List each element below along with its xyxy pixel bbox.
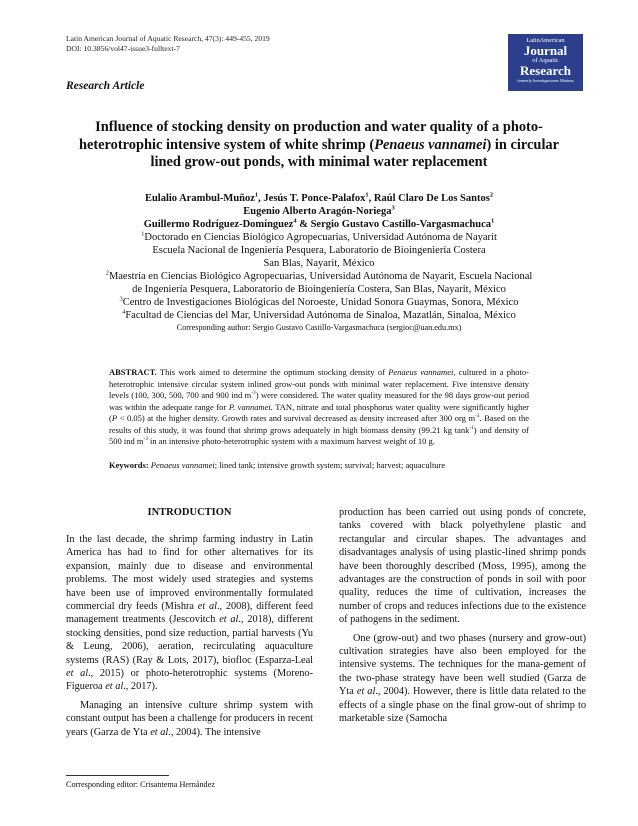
author-sup: 1 bbox=[254, 191, 259, 199]
et-al: et al bbox=[219, 614, 239, 626]
journal-citation: Latin American Journal of Aquatic Research, 47(3): 449-455, 2019 bbox=[66, 34, 270, 43]
keywords bbox=[109, 460, 529, 471]
species-name: Penaeus vannamei bbox=[374, 136, 487, 153]
keywords-text: ; lined tank; intensive growth system; survival; harvest; aquaculture bbox=[214, 460, 446, 470]
paragraph bbox=[66, 699, 313, 739]
et-al: et al bbox=[66, 668, 89, 680]
paragraph-text: ., 2008), different feed management treatments (Jescovitch bbox=[66, 601, 314, 626]
author-list bbox=[60, 193, 578, 231]
et-al: et al bbox=[356, 686, 376, 698]
title-line-1: Influence of stocking density on production and water quality of a photo- bbox=[95, 119, 543, 135]
keywords-label: Keywords: bbox=[109, 460, 149, 470]
logo-text-5: formerly Investigaciones Marinas bbox=[517, 78, 574, 83]
abstract-text: . Based on the results of this study, it was found that shrimp grows adequately in high biomass density (99.21 kg tank bbox=[109, 413, 529, 435]
abstract bbox=[109, 367, 529, 448]
title-text: ) in circular bbox=[486, 136, 560, 153]
paragraph-text: Managing an intensive culture shrimp system with constant output has been a challenge for producers in recent years (Garza de Yta bbox=[66, 699, 313, 738]
title-line-2 bbox=[60, 137, 578, 155]
author: Guillermo Rodríguez-Domínguez bbox=[143, 218, 294, 230]
logo-text-1: LatinAmerican bbox=[526, 37, 565, 44]
affiliation-line: Facultad de Ciencias del Mar, Universidad Autónoma de Sinaloa, Mazatlán, Sinaloa, México bbox=[125, 310, 516, 321]
abstract-text: ) and density of 500 ind m bbox=[109, 424, 529, 446]
affil-sup: 4 bbox=[122, 308, 126, 316]
logo-text-3: of Aquatic bbox=[532, 57, 559, 64]
paper-title bbox=[60, 119, 578, 172]
footnote: Corresponding editor: Crisantema Hernández bbox=[66, 780, 215, 789]
affiliation-line: Doctorado en Ciencias Biológico Agropecuarias, Universidad Autónoma de Nayarit bbox=[144, 232, 497, 243]
author: , Jesús T. Ponce-Palafox bbox=[258, 193, 366, 204]
author-sup: 1 bbox=[491, 217, 495, 225]
et-al: et al bbox=[150, 726, 169, 738]
journal-logo bbox=[508, 34, 583, 91]
affiliation-line: Centro de Investigaciones Biológicas del Noroeste, Unidad Sonora Guaymas, Sonora, México bbox=[122, 297, 519, 308]
et-al: et al bbox=[105, 681, 124, 693]
superscript: -3 bbox=[475, 413, 480, 420]
superscript: -1 bbox=[469, 424, 474, 431]
affiliation-line: San Blas, Nayarit, México bbox=[263, 258, 375, 269]
paragraph-text: ., 2004). The intensive bbox=[168, 726, 261, 738]
article-type: Research Article bbox=[66, 80, 145, 92]
abstract-text: in an intensive photo-heterotrophic system with a maximum harvest weight of 10 g. bbox=[147, 436, 435, 446]
author: , Raúl Claro De Los Santos bbox=[368, 193, 490, 204]
paragraph-text: ., 2004). However, there is little data related to the effects of a single phase on the final grow-out of shrimp to marketable size (Samocha bbox=[339, 686, 586, 725]
affil-sup: 3 bbox=[119, 295, 123, 303]
paragraph-text: One (grow-out) and two phases (nursery and grow-out) cultivation strategies have also been employed for the intensive systems. The techniques for the mana-gement of the two-phase strategy have been well studied (Garza de Yta bbox=[339, 632, 586, 698]
abstract-label: ABSTRACT. bbox=[109, 367, 157, 377]
logo-text-2: Journal bbox=[523, 43, 568, 58]
author-sup: 2 bbox=[489, 191, 494, 199]
species-name: P. vannamei. bbox=[228, 401, 273, 412]
logo-text-4: Research bbox=[519, 63, 572, 78]
abstract-text: This work aimed to determine the optimum stocking density of bbox=[156, 367, 389, 377]
affiliations bbox=[60, 231, 578, 333]
footnote-divider bbox=[66, 775, 169, 776]
author: Eugenio Alberto Aragón-Noriega bbox=[243, 205, 392, 217]
superscript: -3 bbox=[143, 436, 148, 443]
left-column bbox=[66, 533, 313, 739]
paragraph-text: In the last decade, the shrimp farming industry in Latin America has had to find for other alternatives for its expansion, mainly due to disease and environmental problems. The most widely used strategies and systems have been use of improved environmentally formulated commercial dry feeds (Mishra bbox=[66, 534, 313, 613]
paragraph-text: ., 2017). bbox=[123, 681, 158, 693]
author-sup: 4 bbox=[293, 217, 297, 225]
author: & Sergio Gustavo Castillo-Vargasmachuca bbox=[296, 218, 492, 230]
author: Eulalio Arambul-Muñoz bbox=[144, 193, 255, 204]
et-al: et al bbox=[197, 601, 217, 613]
affiliation-line: Maestría en Ciencias Biológico Agropecuarias, Universidad Autónoma de Nayarit, Escuela Nacional bbox=[108, 271, 533, 282]
paragraph-text: ., 2018), different stocking densities, pond size reduction, partial harvests (Yu & Leung, 2006), aeration, recirculating aquaculture systems (RAS) (Ray & Lots, 2017), biofloc (Esparza-Leal bbox=[66, 614, 314, 666]
author-sup: 1 bbox=[365, 191, 369, 199]
title-text: heterotrophic intensive system of white shrimp ( bbox=[78, 136, 375, 153]
abstract-text: < 0.05) at the higher density. Growth rates and survival decreased as density increased after 300 org m bbox=[117, 413, 476, 423]
p-symbol: P bbox=[111, 413, 118, 423]
affil-sup: 1 bbox=[141, 230, 145, 238]
superscript: -3 bbox=[251, 390, 256, 397]
affiliation-line: Escuela Nacional de Ingeniería Pesquera, Laboratorio de Bioingeniería Costera bbox=[152, 245, 486, 256]
affiliation-line: de Ingeniería Pesquera, Laboratorio de Bioingeniería Costera, San Blas, Nayarit, México bbox=[132, 284, 506, 295]
author-sup: 3 bbox=[391, 204, 395, 212]
right-column bbox=[339, 506, 586, 726]
paragraph-text: ., 2015) or photo-heterotrophic systems (Moreno-Figueroa bbox=[66, 668, 314, 693]
corresponding-author: Corresponding author: Sergio Gustavo Castillo-Vargasmachuca (sergioc@uan.edu.mx) bbox=[176, 323, 462, 332]
abstract-text: , cultured in a photo-heterotrophic intensive circular system inlined grow-out ponds with minimal water replacement. Five intensive density levels (100, 300, 500, 700 and 900 ind m bbox=[109, 367, 529, 400]
abstract-text: TAN, nitrate and total phosphorus water quality were significantly higher ( bbox=[109, 401, 529, 423]
paragraph bbox=[66, 533, 313, 694]
species-name: Penaeus vannamei bbox=[148, 460, 215, 470]
species-name: Penaeus vannamei bbox=[388, 367, 454, 377]
paragraph: production has been carried out using ponds of concrete, tanks covered with black polyethylene plastic and rectangular and circular shapes. The advantages and disadvantages analysis of using plastic-lined shrimp ponds have been thoroughly described (Moss, 1995), among the advantages are the construction of ponds in soil with poor quality, reduces the time of cultivation, increases the number of crops and reduces infections due to the existence of pathogens in the sediment. bbox=[339, 507, 586, 626]
section-heading: INTRODUCTION bbox=[147, 507, 232, 518]
doi: DOI: 10.3856/vol47-issue3-fulltext-7 bbox=[66, 44, 180, 53]
affil-sup: 2 bbox=[105, 269, 109, 277]
title-line-3: lined grow-out ponds, with minimal water replacement bbox=[150, 154, 488, 170]
abstract-text: ) were considered. The water quality measured for the 98 days grow-out period was within the adequate range for bbox=[109, 390, 529, 412]
paragraph bbox=[339, 632, 586, 726]
